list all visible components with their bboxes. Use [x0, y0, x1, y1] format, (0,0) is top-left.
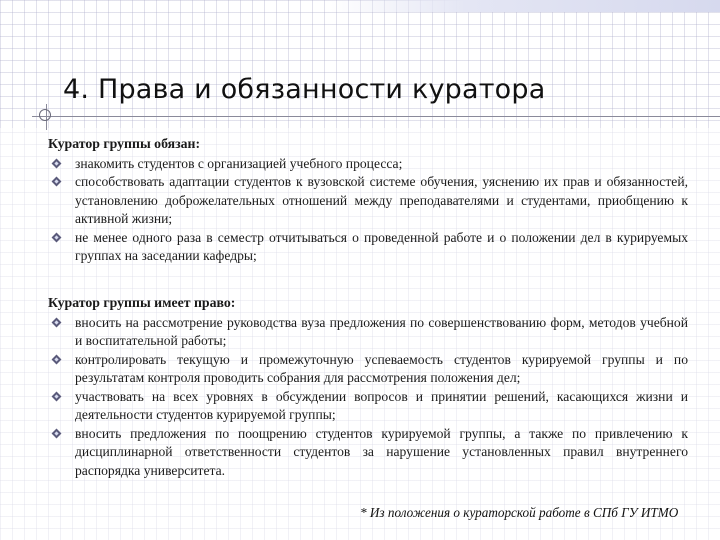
rights-section [48, 294, 688, 480]
list-item [48, 155, 688, 174]
list-item-text: не менее одного раза в семестр отчитываться о проведенной работе и о положении дел в курируемых группах на заседании кафедры; [75, 229, 688, 263]
list-item [48, 173, 688, 229]
list-item-text: знакомить студентов с организацией учебного процесса; [75, 155, 403, 171]
list-item-text: способствовать адаптации студентов к вузовской системе обучения, уяснению их прав и обязанностей, установлению доброжелательных отношений между преподавателями и студентами, приобщению к активной жизни; [75, 174, 688, 226]
list-item [48, 388, 688, 425]
diamond-bullet-icon [52, 232, 62, 242]
list-item [48, 314, 688, 351]
diamond-bullet-icon [52, 391, 62, 401]
top-decorative-band [330, 0, 720, 12]
rights-list [48, 314, 688, 481]
list-item-text: вносить предложения по поощрению студентов курируемой группы, а также по привлечению к дисциплинарной ответственности студентов за нарушение установленных правил внутреннего распорядка университета. [75, 425, 688, 478]
list-item-text: контролировать текущую и промежуточную успеваемость студентов курируемой группы и по результатам контроля проводить собрания для рассмотрения положения дел; [75, 351, 688, 385]
list-item [48, 425, 688, 481]
list-item [48, 351, 688, 388]
diamond-bullet-icon [52, 354, 62, 364]
list-item-text: участвовать на всех уровнях в обсуждении вопросов и принятии решений, касающихся жизни и деятельности студентов курируемой группы; [75, 388, 688, 422]
list-item-text: вносить на рассмотрение руководства вуза предложения по совершенствованию форм, методов учебной и воспитательной работы; [75, 314, 688, 348]
rule-circle-ornament [39, 109, 51, 121]
rights-heading: Куратор группы имеет право: [48, 295, 236, 310]
duties-section [48, 135, 688, 266]
source-footnote: * Из положения о кураторской работе в СПб ГУ ИТМО [360, 505, 679, 520]
diamond-bullet-icon [52, 317, 62, 327]
diamond-bullet-icon [52, 177, 62, 187]
diamond-bullet-icon [52, 428, 62, 438]
list-item [48, 229, 688, 266]
diamond-bullet-icon [52, 158, 62, 168]
duties-list [48, 155, 688, 266]
slide-title: 4. Права и обязанности куратора [63, 74, 546, 105]
title-underline [32, 116, 720, 117]
duties-heading: Куратор группы обязан: [48, 136, 201, 151]
